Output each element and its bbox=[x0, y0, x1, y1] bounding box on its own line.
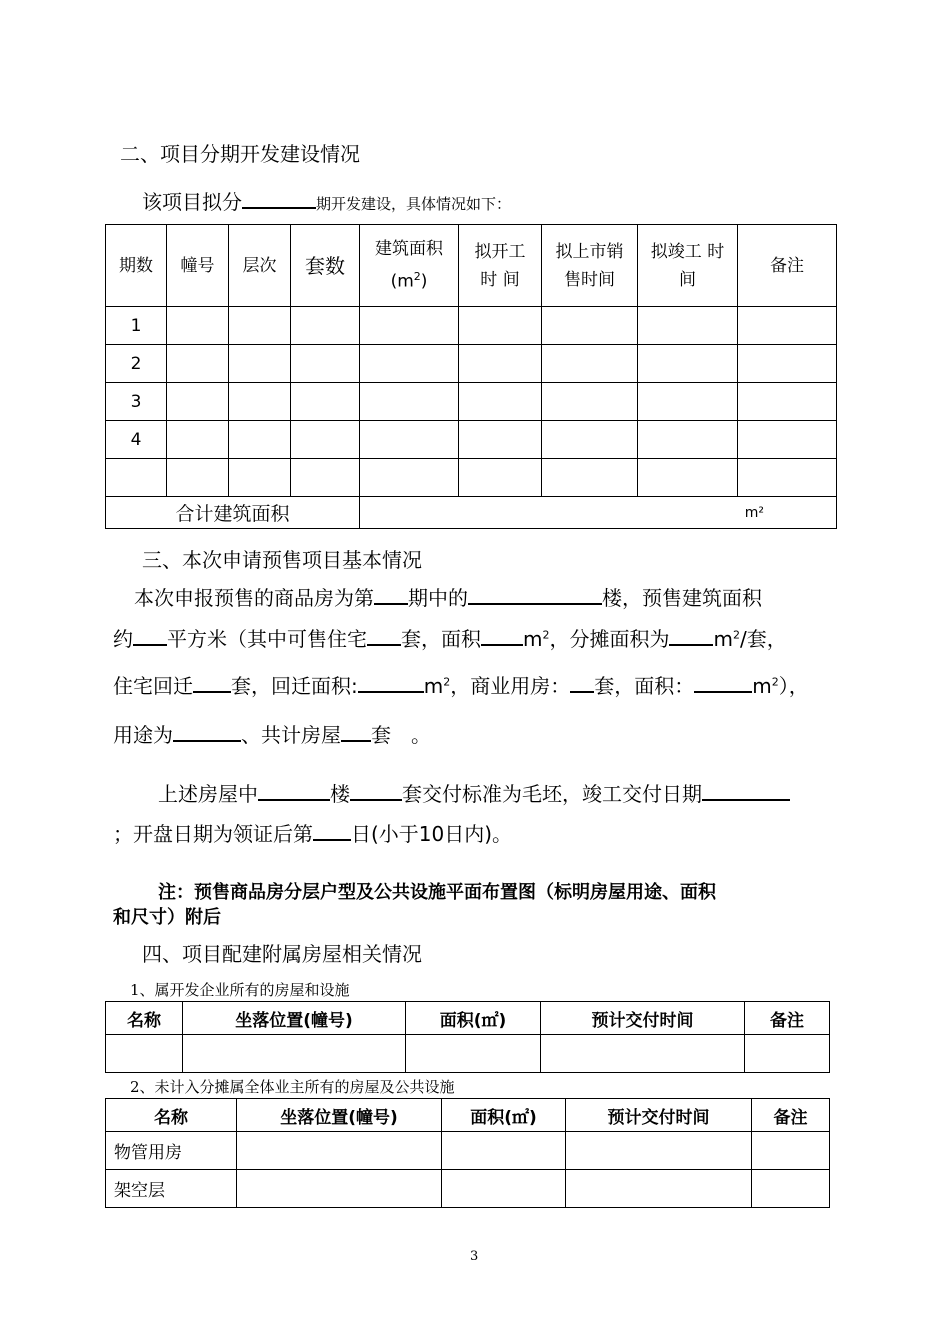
table-cell[interactable] bbox=[566, 1170, 752, 1208]
table-row bbox=[106, 1170, 830, 1208]
total-row bbox=[106, 497, 837, 529]
header-complete-time: 拟竣工 时 间 bbox=[638, 225, 738, 307]
table-cell[interactable] bbox=[638, 383, 738, 421]
header-location: 坐落位置(幢号) bbox=[237, 1099, 442, 1132]
table-cell[interactable] bbox=[291, 383, 360, 421]
row-name: 物管用房 bbox=[106, 1132, 237, 1170]
header-location: 坐落位置(幢号) bbox=[183, 1002, 406, 1035]
table-cell[interactable] bbox=[542, 459, 638, 497]
table-cell[interactable] bbox=[638, 459, 738, 497]
header-remark: 备注 bbox=[738, 225, 837, 307]
header-units: 套数 bbox=[291, 225, 360, 307]
period-cell: 3 bbox=[106, 383, 167, 421]
table-cell[interactable] bbox=[745, 1035, 830, 1073]
table-cell[interactable] bbox=[360, 383, 459, 421]
header-period: 期数 bbox=[106, 225, 167, 307]
header-remark: 备注 bbox=[745, 1002, 830, 1035]
period-cell bbox=[106, 459, 167, 497]
para-line-1: 本次申报预售的商品房为第 期中的 楼，预售建筑面积 bbox=[134, 582, 762, 611]
completion-date-blank[interactable] bbox=[702, 779, 790, 801]
table-cell[interactable] bbox=[638, 307, 738, 345]
table-cell[interactable] bbox=[541, 1035, 745, 1073]
table-cell[interactable] bbox=[752, 1170, 830, 1208]
table-cell[interactable] bbox=[638, 421, 738, 459]
table-cell[interactable] bbox=[360, 307, 459, 345]
total-units-blank[interactable] bbox=[341, 720, 371, 742]
section2-intro bbox=[142, 186, 511, 215]
header-delivery-time: 预计交付时间 bbox=[566, 1099, 752, 1132]
table-cell[interactable] bbox=[229, 459, 291, 497]
phase-table bbox=[105, 224, 837, 529]
return-units-blank[interactable] bbox=[193, 671, 231, 693]
row-name: 架空层 bbox=[106, 1170, 237, 1208]
table-cell[interactable] bbox=[291, 459, 360, 497]
table-cell[interactable] bbox=[738, 383, 837, 421]
area-blank[interactable] bbox=[133, 624, 167, 646]
sub-heading-1: 1、属开发企业所有的房屋和设施 bbox=[130, 981, 350, 999]
table-cell[interactable] bbox=[738, 421, 837, 459]
building-no-blank[interactable] bbox=[258, 779, 330, 801]
usage-blank[interactable] bbox=[173, 720, 241, 742]
table-row bbox=[106, 383, 837, 421]
table-cell[interactable] bbox=[459, 459, 542, 497]
blank-units-blank[interactable] bbox=[350, 779, 402, 801]
note-line-1: 注：预售商品房分层户型及公共设施平面布置图（标明房屋用途、面积 bbox=[158, 882, 716, 903]
header-remark: 备注 bbox=[752, 1099, 830, 1132]
total-unit[interactable]: m² bbox=[360, 497, 837, 529]
opening-days-blank[interactable] bbox=[313, 819, 351, 841]
table-cell[interactable] bbox=[106, 1035, 183, 1073]
table-cell[interactable] bbox=[237, 1132, 442, 1170]
intro-text-a: 该项目拟分 bbox=[142, 190, 242, 214]
public-facilities-table bbox=[105, 1098, 830, 1208]
table-cell[interactable] bbox=[406, 1035, 541, 1073]
commercial-units-blank[interactable] bbox=[570, 671, 594, 693]
section4-heading: 四、项目配建附属房屋相关情况 bbox=[142, 942, 422, 966]
table-cell[interactable] bbox=[360, 459, 459, 497]
table-cell[interactable] bbox=[360, 345, 459, 383]
sub-heading-2: 2、未计入分摊属全体业主所有的房屋及公共设施 bbox=[130, 1078, 455, 1096]
table-cell[interactable] bbox=[291, 307, 360, 345]
table-cell[interactable] bbox=[229, 421, 291, 459]
header-name: 名称 bbox=[106, 1099, 237, 1132]
units-blank[interactable] bbox=[367, 624, 401, 646]
table-cell[interactable] bbox=[738, 307, 837, 345]
section3-heading: 三、本次申请预售项目基本情况 bbox=[142, 548, 422, 572]
table-cell[interactable] bbox=[442, 1170, 566, 1208]
table-cell[interactable] bbox=[442, 1132, 566, 1170]
table-cell[interactable] bbox=[167, 383, 229, 421]
table-cell[interactable] bbox=[167, 421, 229, 459]
header-area: 面积(㎡) bbox=[406, 1002, 541, 1035]
table-cell[interactable] bbox=[167, 307, 229, 345]
table-row bbox=[106, 1132, 830, 1170]
header-area: 建筑面积 $(m^2)$ bbox=[360, 225, 459, 307]
intro-text-b: 期开发建设，具体情况如下： bbox=[316, 195, 512, 213]
header-area: 面积(㎡) bbox=[442, 1099, 566, 1132]
owned-facilities-table bbox=[105, 1001, 830, 1073]
para-line-3: 住宅回迁 套，回迁面积: $m^2$，商业用房： 套，面积： $m^2$）， bbox=[113, 670, 809, 699]
table-cell[interactable] bbox=[291, 345, 360, 383]
table-cell[interactable] bbox=[459, 307, 542, 345]
table-cell[interactable] bbox=[360, 421, 459, 459]
period-cell: 1 bbox=[106, 307, 167, 345]
header-sale-time: 拟上市销 售时间 bbox=[542, 225, 638, 307]
table-cell[interactable] bbox=[229, 383, 291, 421]
table-cell[interactable] bbox=[167, 345, 229, 383]
para-line-6: ；开盘日期为领证后第 日(小于10日内)。 bbox=[113, 818, 512, 847]
total-label: 合计建筑面积 bbox=[106, 497, 360, 529]
table-row bbox=[106, 345, 837, 383]
header-delivery-time: 预计交付时间 bbox=[541, 1002, 745, 1035]
table-cell[interactable] bbox=[291, 421, 360, 459]
building-blank[interactable] bbox=[468, 583, 602, 605]
section2-heading: 二、项目分期开发建设情况 bbox=[120, 142, 360, 166]
period-blank[interactable] bbox=[374, 583, 408, 605]
table-cell[interactable] bbox=[167, 459, 229, 497]
table-cell[interactable] bbox=[752, 1132, 830, 1170]
table-cell[interactable] bbox=[638, 345, 738, 383]
table-cell[interactable] bbox=[542, 307, 638, 345]
shared-area-blank[interactable] bbox=[669, 624, 713, 646]
note-line-2: 和尺寸）附后 bbox=[113, 907, 221, 928]
period-cell: 2 bbox=[106, 345, 167, 383]
table-cell[interactable] bbox=[459, 345, 542, 383]
header-floors: 层次 bbox=[229, 225, 291, 307]
table-cell[interactable] bbox=[542, 421, 638, 459]
para-line-2: 约 平方米（其中可售住宅 套，面积 $m^2$，分摊面积为 $m^2/$套， bbox=[113, 623, 787, 652]
period-cell: 4 bbox=[106, 421, 167, 459]
table-cell[interactable] bbox=[183, 1035, 406, 1073]
para-line-4: 用途为 、共计房屋 套 。 bbox=[113, 719, 431, 748]
header-name: 名称 bbox=[106, 1002, 183, 1035]
return-area-blank[interactable] bbox=[358, 671, 424, 693]
header-building: 幢号 bbox=[167, 225, 229, 307]
page-number: 3 bbox=[470, 1249, 479, 1264]
table-cell[interactable] bbox=[229, 345, 291, 383]
table-cell[interactable] bbox=[542, 345, 638, 383]
table-cell[interactable] bbox=[738, 459, 837, 497]
table-header-row bbox=[106, 1099, 830, 1132]
table-cell[interactable] bbox=[459, 421, 542, 459]
table-cell[interactable] bbox=[542, 383, 638, 421]
table-row bbox=[106, 1035, 830, 1073]
residence-area-blank[interactable] bbox=[481, 624, 523, 646]
header-start-time: 拟开工 时 间 bbox=[459, 225, 542, 307]
table-cell[interactable] bbox=[237, 1170, 442, 1208]
table-cell[interactable] bbox=[566, 1132, 752, 1170]
table-row bbox=[106, 421, 837, 459]
table-cell[interactable] bbox=[229, 307, 291, 345]
table-cell[interactable] bbox=[459, 383, 542, 421]
commercial-area-blank[interactable] bbox=[694, 671, 752, 693]
table-header-row bbox=[106, 1002, 830, 1035]
table-row bbox=[106, 307, 837, 345]
table-cell[interactable] bbox=[738, 345, 837, 383]
table-row bbox=[106, 459, 837, 497]
para-line-5: 上述房屋中 楼 套交付标准为毛坯，竣工交付日期 bbox=[158, 778, 790, 807]
periods-blank[interactable] bbox=[242, 187, 316, 209]
